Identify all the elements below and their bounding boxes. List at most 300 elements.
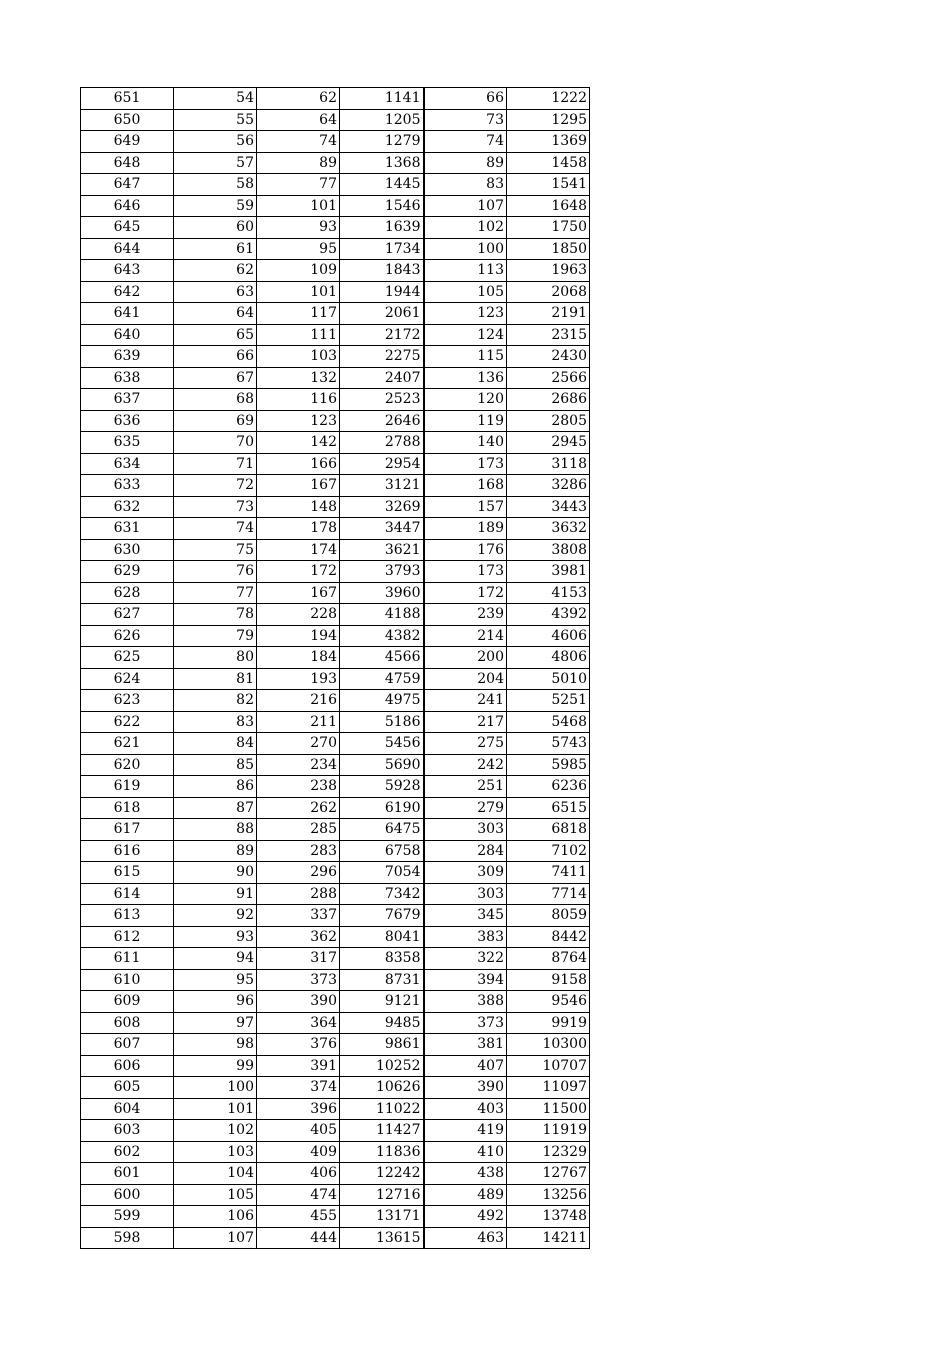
table-cell: 1222 — [507, 88, 590, 110]
table-cell: 96 — [174, 991, 257, 1013]
table-cell: 4392 — [507, 604, 590, 626]
table-cell: 3960 — [340, 582, 424, 604]
table-cell: 638 — [81, 367, 174, 389]
table-cell: 637 — [81, 389, 174, 411]
table-cell: 4806 — [507, 647, 590, 669]
table-cell: 60 — [174, 217, 257, 239]
table-cell: 13171 — [340, 1206, 424, 1228]
table-cell: 2315 — [507, 324, 590, 346]
table-cell: 633 — [81, 475, 174, 497]
table-cell: 649 — [81, 131, 174, 153]
table-cell: 383 — [424, 926, 507, 948]
table-cell: 9919 — [507, 1012, 590, 1034]
table-cell: 1458 — [507, 152, 590, 174]
table-cell: 1963 — [507, 260, 590, 282]
table-cell: 5251 — [507, 690, 590, 712]
table-cell: 6236 — [507, 776, 590, 798]
table-cell: 58 — [174, 174, 257, 196]
table-cell: 391 — [257, 1055, 340, 1077]
table-row — [81, 1120, 590, 1142]
table-cell: 172 — [257, 561, 340, 583]
table-cell: 69 — [174, 410, 257, 432]
table-cell: 12716 — [340, 1184, 424, 1206]
table-cell: 279 — [424, 797, 507, 819]
table-cell: 103 — [257, 346, 340, 368]
table-cell: 104 — [174, 1163, 257, 1185]
table-cell: 2945 — [507, 432, 590, 454]
table-cell: 92 — [174, 905, 257, 927]
table-cell: 5010 — [507, 668, 590, 690]
table-cell: 12242 — [340, 1163, 424, 1185]
table-cell: 317 — [257, 948, 340, 970]
table-cell: 303 — [424, 819, 507, 841]
table-cell: 3121 — [340, 475, 424, 497]
table-cell: 189 — [424, 518, 507, 540]
table-cell: 1734 — [340, 238, 424, 260]
table-cell: 193 — [257, 668, 340, 690]
table-cell: 635 — [81, 432, 174, 454]
table-cell: 1369 — [507, 131, 590, 153]
table-cell: 90 — [174, 862, 257, 884]
table-row — [81, 926, 590, 948]
table-cell: 630 — [81, 539, 174, 561]
table-cell: 62 — [257, 88, 340, 110]
table-cell: 1445 — [340, 174, 424, 196]
table-cell: 8442 — [507, 926, 590, 948]
table-cell: 345 — [424, 905, 507, 927]
table-cell: 251 — [424, 776, 507, 798]
table-cell: 2646 — [340, 410, 424, 432]
table-cell: 81 — [174, 668, 257, 690]
table-cell: 270 — [257, 733, 340, 755]
table-cell: 89 — [424, 152, 507, 174]
table-cell: 2686 — [507, 389, 590, 411]
table-row — [81, 561, 590, 583]
table-cell: 83 — [424, 174, 507, 196]
table-row — [81, 668, 590, 690]
table-cell: 100 — [174, 1077, 257, 1099]
table-row — [81, 1184, 590, 1206]
table-row — [81, 733, 590, 755]
table-cell: 82 — [174, 690, 257, 712]
table-cell: 629 — [81, 561, 174, 583]
table-cell: 322 — [424, 948, 507, 970]
table-cell: 5743 — [507, 733, 590, 755]
table-cell: 4759 — [340, 668, 424, 690]
table-cell: 1546 — [340, 195, 424, 217]
table-cell: 627 — [81, 604, 174, 626]
table-cell: 2061 — [340, 303, 424, 325]
table-cell: 76 — [174, 561, 257, 583]
table-cell: 194 — [257, 625, 340, 647]
table-cell: 611 — [81, 948, 174, 970]
table-cell: 124 — [424, 324, 507, 346]
table-cell: 7411 — [507, 862, 590, 884]
table-cell: 296 — [257, 862, 340, 884]
table-cell: 89 — [257, 152, 340, 174]
table-cell: 173 — [424, 453, 507, 475]
table-cell: 13748 — [507, 1206, 590, 1228]
table-cell: 284 — [424, 840, 507, 862]
table-cell: 4975 — [340, 690, 424, 712]
table-cell: 11022 — [340, 1098, 424, 1120]
table-cell: 6818 — [507, 819, 590, 841]
table-cell: 75 — [174, 539, 257, 561]
table-row — [81, 1034, 590, 1056]
table-row — [81, 991, 590, 1013]
table-row — [81, 432, 590, 454]
table-cell: 119 — [424, 410, 507, 432]
table-cell: 200 — [424, 647, 507, 669]
table-cell: 172 — [424, 582, 507, 604]
table-cell: 71 — [174, 453, 257, 475]
table-row — [81, 217, 590, 239]
table-cell: 178 — [257, 518, 340, 540]
table-cell: 4153 — [507, 582, 590, 604]
table-cell: 2430 — [507, 346, 590, 368]
table-row — [81, 1077, 590, 1099]
table-cell: 74 — [174, 518, 257, 540]
table-cell: 157 — [424, 496, 507, 518]
table-row — [81, 260, 590, 282]
table-cell: 7342 — [340, 883, 424, 905]
table-cell: 406 — [257, 1163, 340, 1185]
table-row — [81, 862, 590, 884]
table-cell: 641 — [81, 303, 174, 325]
table-cell: 610 — [81, 969, 174, 991]
table-cell: 70 — [174, 432, 257, 454]
table-row — [81, 625, 590, 647]
table-cell: 73 — [174, 496, 257, 518]
table-cell: 631 — [81, 518, 174, 540]
table-cell: 3621 — [340, 539, 424, 561]
table-cell: 374 — [257, 1077, 340, 1099]
table-cell: 98 — [174, 1034, 257, 1056]
table-cell: 613 — [81, 905, 174, 927]
table-cell: 62 — [174, 260, 257, 282]
table-row — [81, 754, 590, 776]
table-row — [81, 152, 590, 174]
table-cell: 241 — [424, 690, 507, 712]
table-cell: 617 — [81, 819, 174, 841]
table-cell: 77 — [257, 174, 340, 196]
table-cell: 13615 — [340, 1227, 424, 1249]
table-cell: 66 — [174, 346, 257, 368]
table-cell: 444 — [257, 1227, 340, 1249]
table-cell: 132 — [257, 367, 340, 389]
table-row — [81, 1098, 590, 1120]
table-cell: 167 — [257, 582, 340, 604]
table-cell: 9121 — [340, 991, 424, 1013]
table-cell: 116 — [257, 389, 340, 411]
table-cell: 9546 — [507, 991, 590, 1013]
table-cell: 1279 — [340, 131, 424, 153]
table-cell: 614 — [81, 883, 174, 905]
table-cell: 101 — [257, 281, 340, 303]
table-row — [81, 109, 590, 131]
table-cell: 67 — [174, 367, 257, 389]
table-cell: 228 — [257, 604, 340, 626]
table-cell: 407 — [424, 1055, 507, 1077]
table-cell: 643 — [81, 260, 174, 282]
table-cell: 10252 — [340, 1055, 424, 1077]
table-cell: 217 — [424, 711, 507, 733]
table-cell: 173 — [424, 561, 507, 583]
table-cell: 1850 — [507, 238, 590, 260]
table-cell: 621 — [81, 733, 174, 755]
table-cell: 285 — [257, 819, 340, 841]
table-cell: 628 — [81, 582, 174, 604]
table-cell: 1541 — [507, 174, 590, 196]
table-cell: 13256 — [507, 1184, 590, 1206]
table-cell: 1750 — [507, 217, 590, 239]
table-cell: 606 — [81, 1055, 174, 1077]
table-cell: 362 — [257, 926, 340, 948]
table-cell: 87 — [174, 797, 257, 819]
table-row — [81, 582, 590, 604]
table-cell: 14211 — [507, 1227, 590, 1249]
table-cell: 9158 — [507, 969, 590, 991]
table-row — [81, 1141, 590, 1163]
table-row — [81, 410, 590, 432]
table-cell: 2275 — [340, 346, 424, 368]
table-cell: 184 — [257, 647, 340, 669]
table-cell: 74 — [424, 131, 507, 153]
table-row — [81, 819, 590, 841]
table-cell: 647 — [81, 174, 174, 196]
table-cell: 234 — [257, 754, 340, 776]
table-cell: 2566 — [507, 367, 590, 389]
table-cell: 1639 — [340, 217, 424, 239]
table-row — [81, 1163, 590, 1185]
table-cell: 1295 — [507, 109, 590, 131]
table-cell: 410 — [424, 1141, 507, 1163]
table-cell: 6758 — [340, 840, 424, 862]
table-cell: 102 — [424, 217, 507, 239]
table-cell: 396 — [257, 1098, 340, 1120]
table-cell: 56 — [174, 131, 257, 153]
table-cell: 275 — [424, 733, 507, 755]
table-cell: 140 — [424, 432, 507, 454]
table-row — [81, 131, 590, 153]
table-cell: 8358 — [340, 948, 424, 970]
table-cell: 309 — [424, 862, 507, 884]
table-cell: 78 — [174, 604, 257, 626]
table-cell: 3793 — [340, 561, 424, 583]
table-cell: 101 — [257, 195, 340, 217]
table-row — [81, 475, 590, 497]
table-cell: 102 — [174, 1120, 257, 1142]
table-cell: 107 — [174, 1227, 257, 1249]
table-cell: 419 — [424, 1120, 507, 1142]
table-cell: 238 — [257, 776, 340, 798]
table-cell: 619 — [81, 776, 174, 798]
table-row — [81, 776, 590, 798]
table-cell: 2954 — [340, 453, 424, 475]
table-row — [81, 281, 590, 303]
table-cell: 3443 — [507, 496, 590, 518]
table-row — [81, 948, 590, 970]
table-cell: 88 — [174, 819, 257, 841]
table-cell: 167 — [257, 475, 340, 497]
table-cell: 63 — [174, 281, 257, 303]
table-cell: 607 — [81, 1034, 174, 1056]
table-cell: 8731 — [340, 969, 424, 991]
table-cell: 601 — [81, 1163, 174, 1185]
table-cell: 6475 — [340, 819, 424, 841]
table-cell: 1205 — [340, 109, 424, 131]
table-cell: 622 — [81, 711, 174, 733]
table-cell: 5468 — [507, 711, 590, 733]
table-cell: 107 — [424, 195, 507, 217]
table-cell: 5456 — [340, 733, 424, 755]
table-row — [81, 647, 590, 669]
table-cell: 616 — [81, 840, 174, 862]
table-cell: 8041 — [340, 926, 424, 948]
table-cell: 438 — [424, 1163, 507, 1185]
table-row — [81, 496, 590, 518]
table-cell: 2523 — [340, 389, 424, 411]
table-cell: 115 — [424, 346, 507, 368]
table-cell: 615 — [81, 862, 174, 884]
table-row — [81, 797, 590, 819]
table-row — [81, 1055, 590, 1077]
table-cell: 176 — [424, 539, 507, 561]
table-cell: 409 — [257, 1141, 340, 1163]
table-cell: 605 — [81, 1077, 174, 1099]
table-cell: 95 — [174, 969, 257, 991]
table-row — [81, 303, 590, 325]
table-cell: 80 — [174, 647, 257, 669]
table-cell: 5690 — [340, 754, 424, 776]
table-cell: 463 — [424, 1227, 507, 1249]
table-cell: 6190 — [340, 797, 424, 819]
table-cell: 7679 — [340, 905, 424, 927]
table-cell: 168 — [424, 475, 507, 497]
table-cell: 216 — [257, 690, 340, 712]
table-row — [81, 711, 590, 733]
table-cell: 3447 — [340, 518, 424, 540]
table-cell: 648 — [81, 152, 174, 174]
table-cell: 103 — [174, 1141, 257, 1163]
table-cell: 1368 — [340, 152, 424, 174]
table-cell: 120 — [424, 389, 507, 411]
table-cell: 5985 — [507, 754, 590, 776]
table-cell: 77 — [174, 582, 257, 604]
table-cell: 7102 — [507, 840, 590, 862]
table-cell: 57 — [174, 152, 257, 174]
table-row — [81, 969, 590, 991]
table-cell: 211 — [257, 711, 340, 733]
table-cell: 598 — [81, 1227, 174, 1249]
table-row — [81, 453, 590, 475]
table-cell: 91 — [174, 883, 257, 905]
table-cell: 2068 — [507, 281, 590, 303]
table-cell: 1141 — [340, 88, 424, 110]
table-cell: 3269 — [340, 496, 424, 518]
table-cell: 83 — [174, 711, 257, 733]
table-cell: 109 — [257, 260, 340, 282]
table-cell: 9485 — [340, 1012, 424, 1034]
table-cell: 303 — [424, 883, 507, 905]
table-cell: 12767 — [507, 1163, 590, 1185]
table-cell: 111 — [257, 324, 340, 346]
table-cell: 79 — [174, 625, 257, 647]
table-row — [81, 518, 590, 540]
table-row — [81, 883, 590, 905]
table-cell: 390 — [424, 1077, 507, 1099]
table-cell: 59 — [174, 195, 257, 217]
table-cell: 612 — [81, 926, 174, 948]
table-cell: 634 — [81, 453, 174, 475]
table-cell: 72 — [174, 475, 257, 497]
table-cell: 64 — [174, 303, 257, 325]
table-cell: 1843 — [340, 260, 424, 282]
table-cell: 624 — [81, 668, 174, 690]
table-cell: 97 — [174, 1012, 257, 1034]
table-cell: 405 — [257, 1120, 340, 1142]
table-cell: 644 — [81, 238, 174, 260]
table-row — [81, 840, 590, 862]
table-cell: 620 — [81, 754, 174, 776]
table-cell: 602 — [81, 1141, 174, 1163]
table-row — [81, 238, 590, 260]
table-cell: 288 — [257, 883, 340, 905]
table-cell: 166 — [257, 453, 340, 475]
table-cell: 373 — [424, 1012, 507, 1034]
score-table — [80, 87, 590, 1249]
table-cell: 10707 — [507, 1055, 590, 1077]
table-cell: 11427 — [340, 1120, 424, 1142]
table-cell: 117 — [257, 303, 340, 325]
table-cell: 11097 — [507, 1077, 590, 1099]
table-cell: 626 — [81, 625, 174, 647]
table-cell: 2407 — [340, 367, 424, 389]
table-row — [81, 1227, 590, 1249]
table-cell: 6515 — [507, 797, 590, 819]
table-cell: 93 — [174, 926, 257, 948]
table-cell: 3981 — [507, 561, 590, 583]
table-row — [81, 346, 590, 368]
table-row — [81, 174, 590, 196]
table-cell: 474 — [257, 1184, 340, 1206]
table-cell: 7054 — [340, 862, 424, 884]
table-cell: 600 — [81, 1184, 174, 1206]
table-cell: 55 — [174, 109, 257, 131]
table-cell: 645 — [81, 217, 174, 239]
table-cell: 12329 — [507, 1141, 590, 1163]
table-cell: 1648 — [507, 195, 590, 217]
table-cell: 364 — [257, 1012, 340, 1034]
table-cell: 85 — [174, 754, 257, 776]
table-cell: 11919 — [507, 1120, 590, 1142]
table-cell: 11500 — [507, 1098, 590, 1120]
table-cell: 94 — [174, 948, 257, 970]
table-cell: 609 — [81, 991, 174, 1013]
table-cell: 68 — [174, 389, 257, 411]
table-row — [81, 690, 590, 712]
table-cell: 93 — [257, 217, 340, 239]
table-cell: 3632 — [507, 518, 590, 540]
table-row — [81, 604, 590, 626]
table-cell: 11836 — [340, 1141, 424, 1163]
table-cell: 105 — [174, 1184, 257, 1206]
table-cell: 2788 — [340, 432, 424, 454]
table-cell: 376 — [257, 1034, 340, 1056]
table-cell: 603 — [81, 1120, 174, 1142]
table-cell: 113 — [424, 260, 507, 282]
table-cell: 492 — [424, 1206, 507, 1228]
